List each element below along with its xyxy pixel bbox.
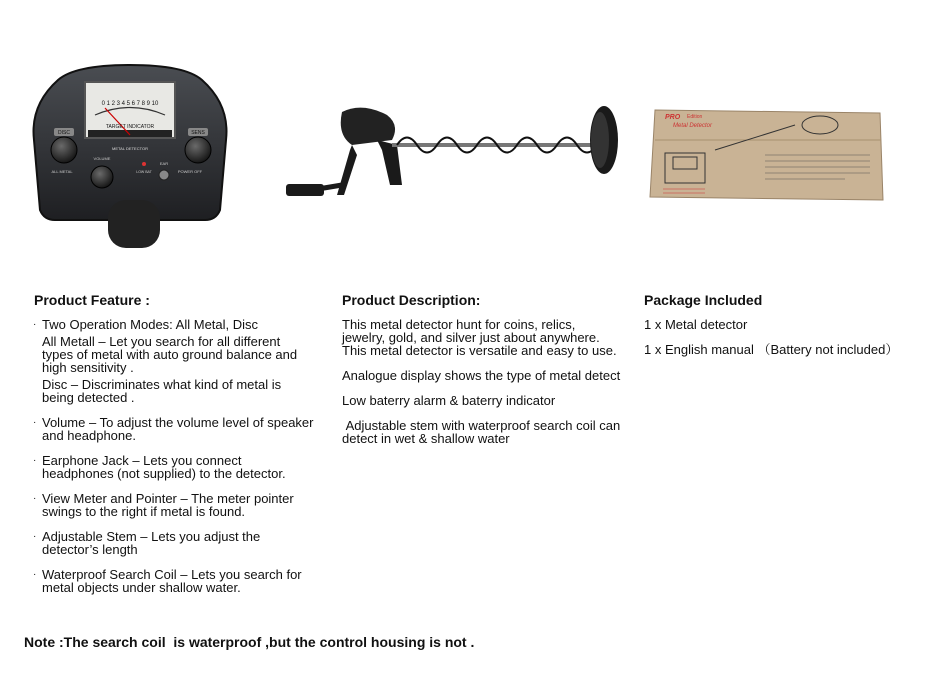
bullet-icon: · [33, 455, 37, 466]
feature-item [34, 416, 314, 442]
bullet-icon: · [33, 417, 37, 428]
sens-knob [185, 137, 211, 163]
feature-text: Volume – To adjust the volume level of speaker and headphone. [42, 415, 314, 443]
waterproof-note: Note :The search coil is waterproof ,but the control housing is not . [24, 634, 475, 650]
description-paragraph: Analogue display shows the type of metal detect [342, 368, 621, 383]
box-brand: PRO [665, 114, 681, 121]
dial-tick-labels: 0 1 2 3 4 5 6 7 8 9 10 [101, 101, 159, 107]
bullet-icon: · [33, 493, 37, 504]
power-off-label: POWER OFF [177, 169, 203, 174]
all-metal-label: ALL METAL [51, 169, 73, 174]
volume-knob [91, 166, 113, 188]
feature-item [34, 568, 314, 594]
low-bat-label: LOW BAT [136, 170, 152, 174]
feature-text: Two Operation Modes: All Metal, Disc [42, 317, 259, 332]
box-edition: Edition [687, 114, 703, 120]
earphone-jack [159, 170, 169, 180]
feature-item [34, 530, 314, 556]
product-description-section [342, 292, 622, 457]
bullet-icon: · [33, 319, 37, 330]
sens-label: SENS [191, 130, 205, 136]
feature-item [34, 454, 314, 480]
control-panel-image [30, 60, 230, 250]
feature-item [34, 492, 314, 518]
feature-text: View Meter and Pointer – The meter pointer swings to the right if metal is found. [42, 491, 294, 519]
ear-label: EAR [159, 161, 169, 166]
feature-subtext: Disc – Discriminates what kind of metal is being detected . [42, 377, 282, 405]
feature-text: Waterproof Search Coil – Lets you search for metal objects under shallow water. [42, 567, 302, 595]
bullet-icon: · [33, 531, 37, 542]
description-paragraph: This metal detector hunt for coins, relics, jewelry, gold, and silver just about anywhere. This metal detector is versatile and easy to use. [342, 317, 617, 358]
description-paragraph: Low baterry alarm & baterry indicator [342, 393, 556, 408]
volume-label: VOLUME [93, 156, 111, 161]
metal-detector-image [282, 100, 627, 210]
description-paragraph: Adjustable stem with waterproof search coil can detect in wet & shallow water [342, 418, 624, 446]
feature-subtext: All Metall – Let you search for all different types of metal with auto ground balance and high sensitivity . [42, 334, 298, 375]
product-feature-section [34, 292, 314, 606]
disc-label: DISC [58, 130, 70, 136]
box-product-name: Metal Detector [673, 123, 713, 129]
description-title: Product Description: [342, 292, 481, 308]
bullet-icon: · [33, 569, 37, 580]
panel-title: METAL DETECTOR [112, 146, 148, 151]
feature-text: Earphone Jack – Lets you connect headphones (not supplied) to the detector. [42, 453, 286, 481]
package-box-image [645, 105, 885, 205]
package-item: 1 x Metal detector [644, 317, 748, 332]
feature-item [34, 318, 314, 404]
package-included-section [644, 292, 924, 368]
feature-title: Product Feature : [34, 292, 150, 308]
meter-label: TARGET INDICATOR [105, 124, 155, 130]
feature-text: Adjustable Stem – Lets you adjust the detector’s length [42, 529, 261, 557]
package-item: 1 x English manual （Battery not included） [644, 342, 899, 357]
disc-knob [51, 137, 77, 163]
package-title: Package Included [644, 292, 763, 308]
